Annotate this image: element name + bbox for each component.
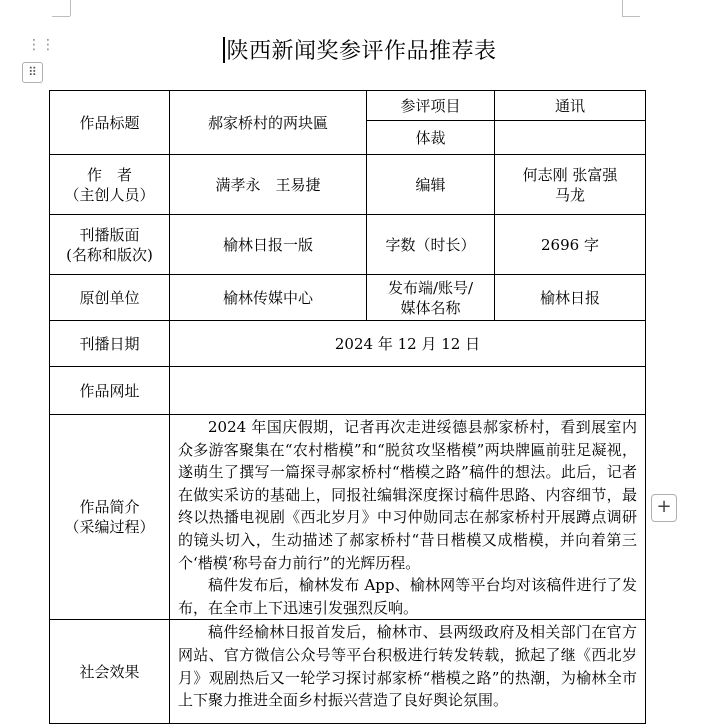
url-label: 作品网址 xyxy=(50,367,170,415)
document-title[interactable] xyxy=(150,34,570,70)
work-title-label: 作品标题 xyxy=(50,91,170,155)
origin-cell[interactable]: 榆林传媒中心 xyxy=(170,275,367,321)
title-text: 陕西新闻奖参评作品推荐表 xyxy=(226,39,497,64)
url-cell[interactable] xyxy=(170,367,646,415)
page-corner-mark xyxy=(70,0,71,16)
recommendation-table xyxy=(49,90,646,724)
category-value-cell[interactable]: 通讯 xyxy=(495,91,646,121)
word-count-label: 字数（时长） xyxy=(367,215,495,275)
editor-label: 编辑 xyxy=(367,155,495,215)
summary-cell[interactable] xyxy=(170,415,646,620)
origin-label: 原创单位 xyxy=(50,275,170,321)
effect-cell[interactable] xyxy=(170,620,646,724)
author-label: 作 者 （主创人员） xyxy=(50,155,170,215)
summary-paragraph: 2024 年国庆假期，记者再次走进绥德县郝家桥村，看到展室内众多游客聚集在“农村楷模”和“脱贫攻坚楷模”两块牌匾前驻足凝视，遂萌生了撰写一篇探寻郝家桥村“楷模之路”稿件的想法。此后，记者在做实采访的基础上，同报社编辑深度探讨稿件思路、内容细节，最终以热播电视剧《西北岁月》中习仲勋同志在郝家桥村开展蹲点调研的镜头切入，生动描述了郝家桥村“昔日楷模又成楷模，并向着第三个‘楷模’称号奋力前行”的光辉历程。 xyxy=(178,418,637,572)
page-corner-mark xyxy=(52,16,70,17)
effect-label: 社会效果 xyxy=(50,620,170,724)
category-label: 参评项目 xyxy=(367,91,495,121)
editors-cell[interactable]: 何志刚 张富强 马龙 xyxy=(495,155,646,215)
work-title-cell[interactable]: 郝家桥村的两块匾 xyxy=(170,91,367,155)
date-cell[interactable]: 2024 年 12 月 12 日 xyxy=(170,321,646,367)
plus-icon[interactable]: + xyxy=(651,494,677,522)
platform-label: 发布端/账号/ 媒体名称 xyxy=(367,275,495,321)
platform-cell[interactable]: 榆林日报 xyxy=(495,275,646,321)
genre-label: 体裁 xyxy=(367,121,495,155)
table-move-icon[interactable]: ⠿ xyxy=(22,62,43,83)
page-corner-mark xyxy=(622,0,623,16)
date-label: 刊播日期 xyxy=(50,321,170,367)
word-count-cell[interactable]: 2696 字 xyxy=(495,215,646,275)
page-corner-mark xyxy=(622,16,640,17)
genre-value-cell[interactable] xyxy=(495,121,646,155)
effect-paragraph: 稿件经榆林日报首发后，榆林市、县两级政府及相关部门在官方网站、官方微信公众号等平台积极进行转发转载，掀起了继《西北岁月》观剧热后又一轮学习探讨郝家桥“楷模之路”的热潮，为榆林全市上下聚力推进全面乡村振兴营造了良好舆论氛围。 xyxy=(178,623,637,710)
authors-cell[interactable]: 满孝永 王易捷 xyxy=(170,155,367,215)
drag-handle-icon[interactable]: ⋮⋮ xyxy=(27,37,55,53)
summary-label: 作品简介 （采编过程） xyxy=(50,415,170,620)
publish-page-cell[interactable]: 榆林日报一版 xyxy=(170,215,367,275)
summary-paragraph: 稿件发布后，榆林发布 App、榆林网等平台均对该稿件进行了发布，在全市上下迅速引发强烈反响。 xyxy=(178,576,637,617)
publish-page-label: 刊播版面 (名称和版次) xyxy=(50,215,170,275)
